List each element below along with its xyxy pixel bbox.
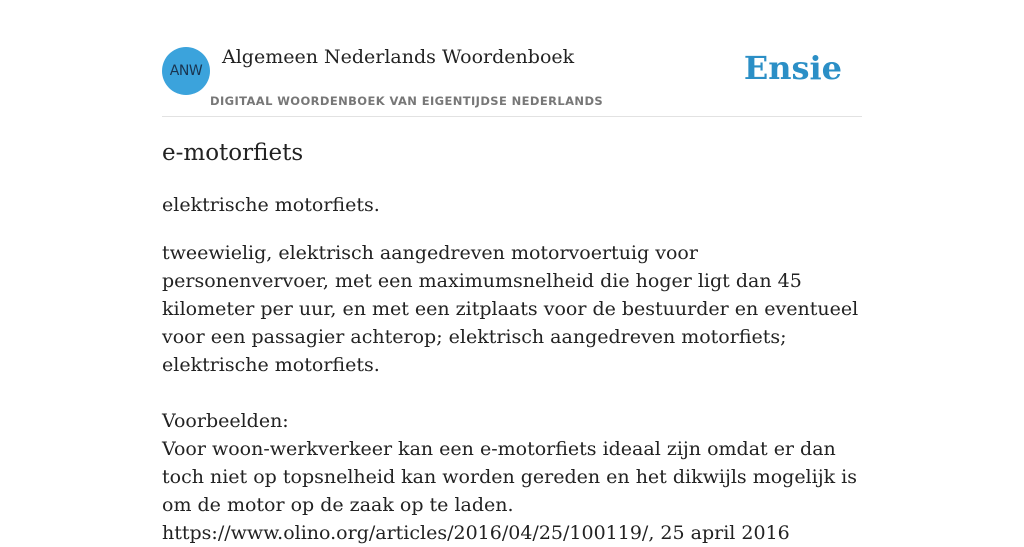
site-header bbox=[162, 0, 862, 117]
entry-title: e-motorfiets bbox=[162, 140, 304, 166]
paragraph-spacer bbox=[162, 379, 862, 407]
entry-body bbox=[162, 239, 862, 547]
anw-logo[interactable] bbox=[162, 47, 210, 95]
examples-label: Voorbeelden: bbox=[162, 410, 289, 432]
short-definition: elektrische motorfiets. bbox=[162, 194, 380, 216]
logo-text: ANW bbox=[169, 63, 203, 79]
definition-text: tweewielig, elektrisch aangedreven motorvoertuig voor personenvervoer, met een maximumsnelheid die hoger ligt dan 45 kilometer per uur, en met een zitplaats voor de bestuurder en eventueel voor een passagier achterop; elektrisch aangedreven motorfiets; elektrische motorfiets. bbox=[162, 242, 859, 376]
site-title[interactable]: Algemeen Nederlands Woordenboek bbox=[222, 46, 575, 68]
example-source-link[interactable]: https://www.olino.org/articles/2016/04/25/100119/, 25 april 2016 bbox=[162, 522, 790, 544]
ensie-brand-link[interactable]: Ensie bbox=[743, 49, 842, 87]
page-container bbox=[162, 0, 862, 544]
example-text: Voor woon-werkverkeer kan een e-motorfiets ideaal zijn omdat er dan toch niet op topsnelheid kan worden gereden en het dikwijls mogelijk is om de motor op de zaak op te laden. bbox=[162, 438, 857, 516]
site-subtitle: DIGITAAL WOORDENBOEK VAN EIGENTIJDSE NEDERLANDS bbox=[210, 94, 604, 108]
